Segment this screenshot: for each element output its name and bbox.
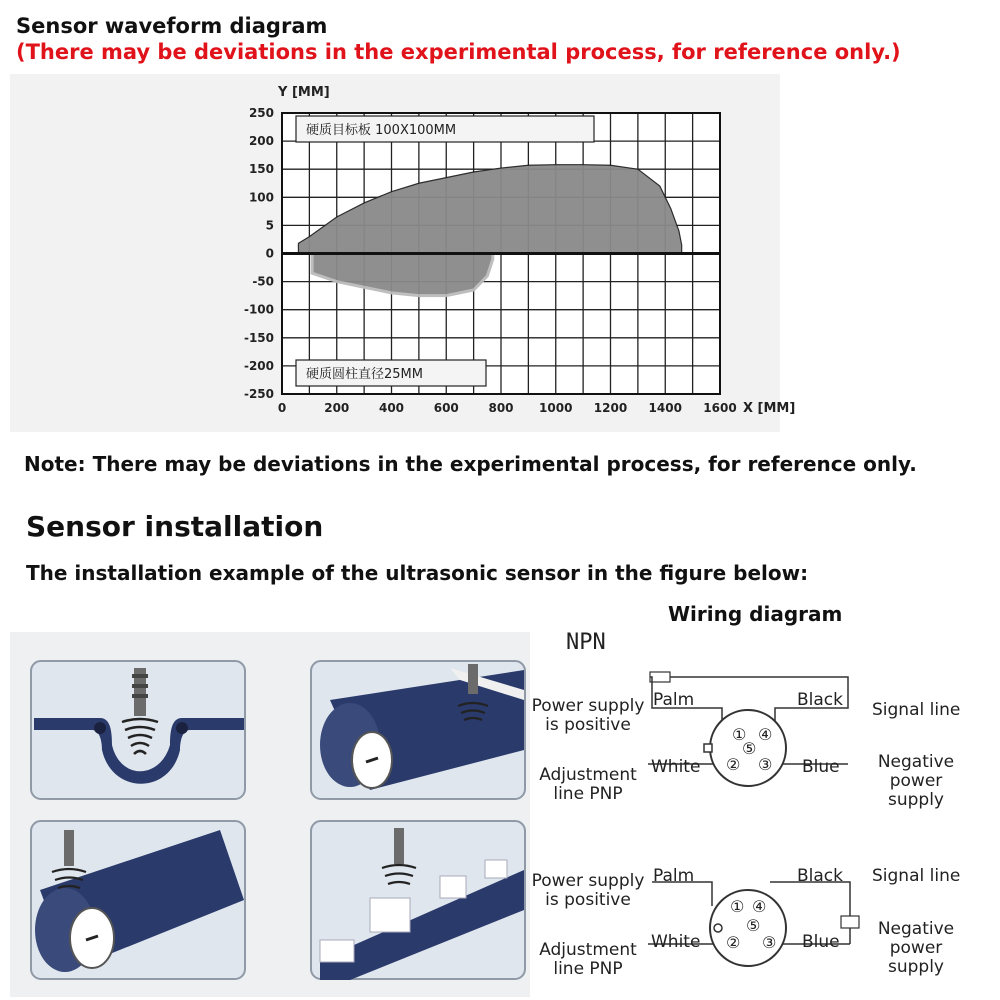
y-tick-label: 0 (265, 246, 274, 261)
y-tick-label: 5 (265, 218, 274, 233)
wiring1-white: White (651, 757, 701, 777)
pin-2: ② (726, 755, 741, 774)
pin-1: ① (732, 725, 747, 744)
x-tick-label: 1000 (539, 401, 573, 415)
pin-3: ③ (758, 755, 773, 774)
pin-3: ③ (762, 933, 777, 952)
y-tick-label: -200 (243, 358, 274, 373)
wiring1-adjustment-line: Adjustment line PNP (539, 765, 637, 804)
install-panel-conveyor (30, 820, 246, 980)
pin-5: ⑤ (742, 739, 757, 758)
install-panel-u-belt (30, 660, 246, 800)
y-tick-label: -100 (243, 302, 274, 317)
pin-4: ④ (752, 897, 767, 916)
pin-2: ② (726, 933, 741, 952)
waveform-chart (0, 0, 1000, 440)
install-panel-roller (310, 660, 526, 800)
x-tick-label: 1200 (593, 401, 628, 415)
wiring1-negative-supply: Negative power supply (877, 752, 955, 810)
waveform-title: Sensor waveform diagram (16, 14, 328, 38)
wiring-title: Wiring diagram (668, 602, 843, 626)
wiring2-power-positive: Power supply is positive (531, 871, 645, 910)
y-tick-label: -250 (243, 387, 274, 401)
x-tick-label: 1600 (703, 401, 737, 415)
y-tick-label: -150 (243, 330, 274, 345)
x-tick-label: 1400 (648, 401, 682, 415)
wiring2-signal-line: Signal line (872, 866, 961, 886)
wiring2-adjustment-line: Adjustment line PNP (539, 940, 637, 979)
x-axis-label: X [MM] (743, 401, 796, 416)
x-tick-label: 200 (324, 401, 350, 415)
x-tick-label: 0 (277, 401, 287, 415)
x-tick-label: 800 (488, 401, 514, 415)
legend-plate-text: 硬质目标板 100X100MM (306, 123, 457, 138)
y-tick-label: 200 (248, 134, 274, 149)
install-panel-boxes (310, 820, 526, 980)
installation-description: The installation example of the ultrasonic sensor in the figure below: (26, 561, 809, 585)
npn-label: NPN (566, 630, 606, 655)
wiring2-negative-supply: Negative power supply (877, 919, 955, 977)
pin-5: ⑤ (746, 916, 761, 935)
y-tick-label: -50 (252, 274, 274, 289)
wiring1-power-positive: Power supply is positive (531, 696, 645, 735)
installation-heading: Sensor installation (26, 510, 324, 543)
x-tick-label: 400 (378, 401, 405, 415)
wiring1-palm: Palm (653, 690, 695, 710)
wiring2-palm: Palm (653, 866, 695, 886)
x-tick-label: 600 (433, 401, 459, 415)
note-text: Note: There may be deviations in the experimental process, for reference only. (24, 452, 917, 476)
waveform-disclaimer: (There may be deviations in the experimental process, for reference only.) (16, 40, 901, 64)
y-tick-label: 150 (248, 162, 274, 177)
y-tick-label: 100 (248, 190, 274, 205)
wiring1-blue: Blue (802, 757, 840, 777)
legend-cylinder-text: 硬质圆柱直径25MM (306, 367, 423, 382)
y-axis-label: Y [MM] (278, 85, 330, 100)
pin-1: ① (730, 897, 745, 916)
wiring1-black: Black (797, 690, 843, 710)
wiring2-white: White (651, 932, 701, 952)
wiring1-signal-line: Signal line (872, 700, 961, 720)
wiring2-black: Black (797, 866, 843, 886)
pin-4: ④ (758, 725, 773, 744)
wiring2-blue: Blue (802, 932, 840, 952)
y-tick-label: 250 (248, 106, 274, 120)
